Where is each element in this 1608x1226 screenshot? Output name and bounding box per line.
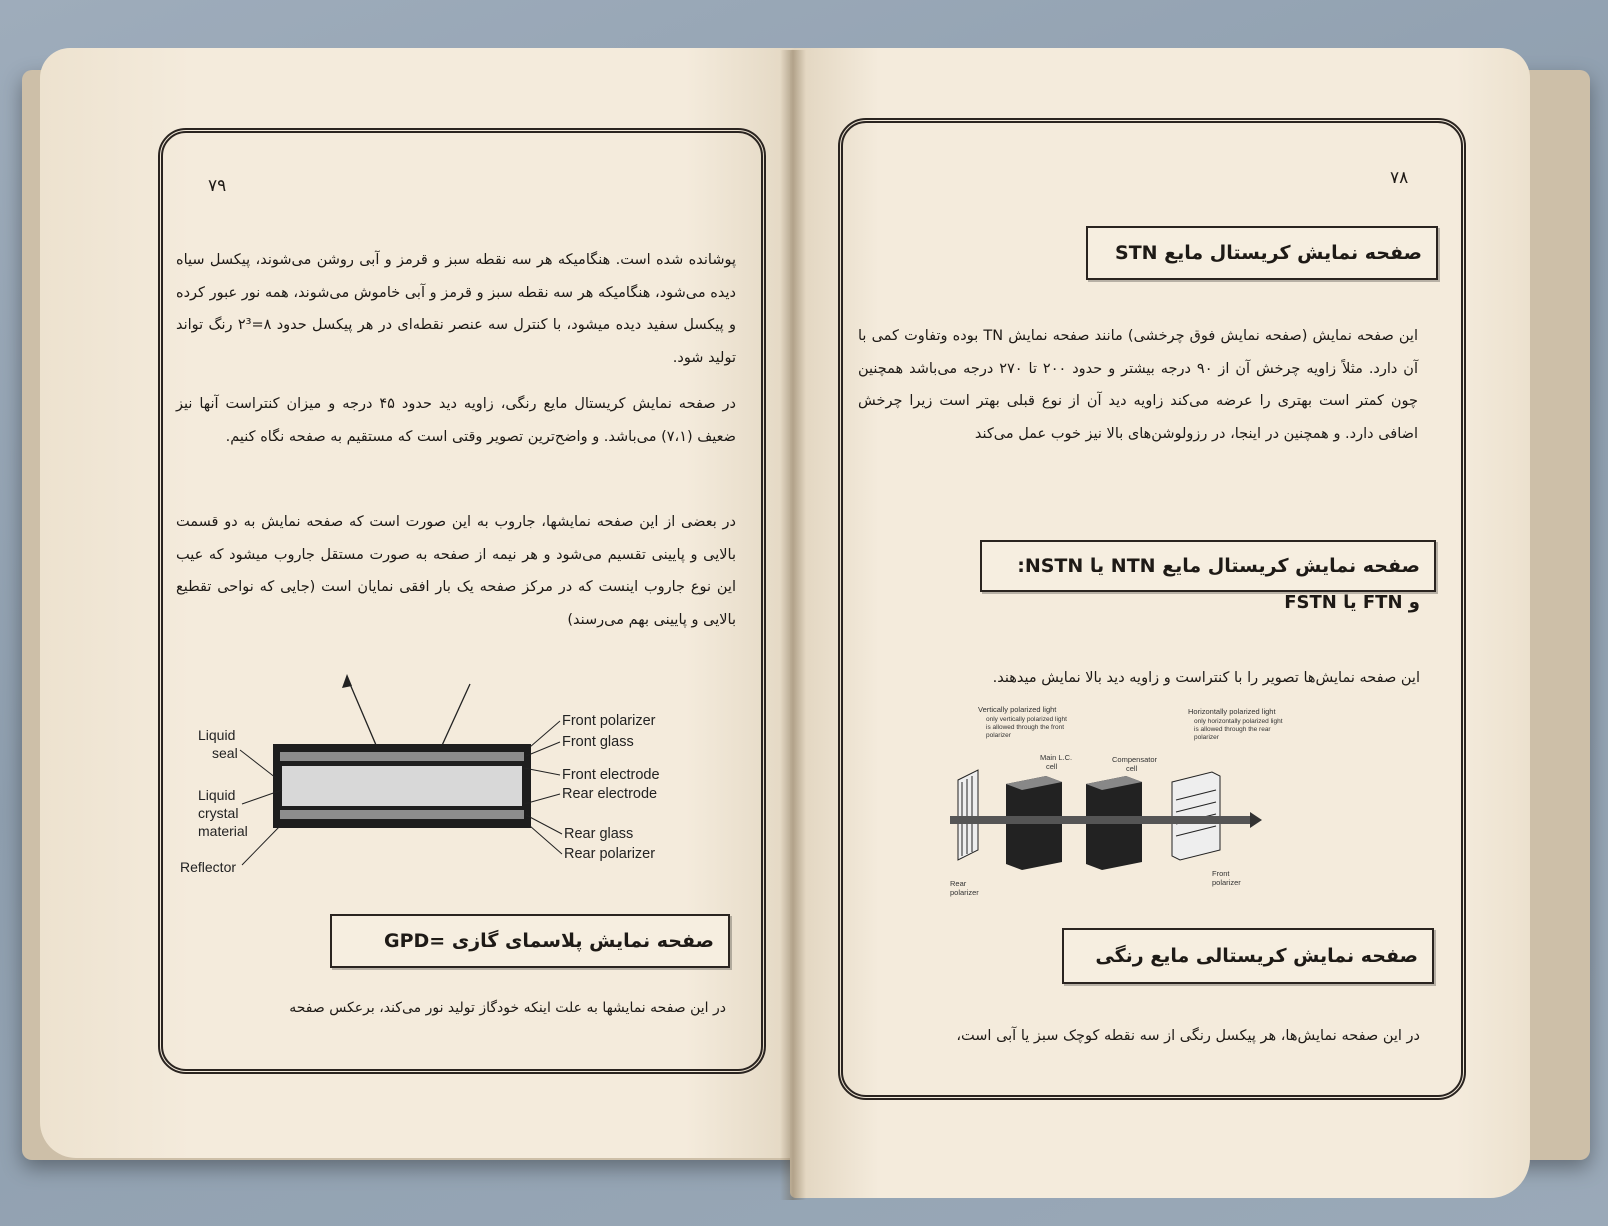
ntn-heading: صفحه نمایش کریستال مایع NTN یا NSTN:	[1017, 555, 1420, 577]
liquid-crystal-layer	[282, 766, 522, 806]
horizontal-note-3: is allowed through the rear	[1194, 726, 1271, 733]
lcd-layers-diagram	[170, 650, 710, 900]
ntn-heading-line2: و FTN یا FSTN	[1284, 592, 1420, 613]
svg-text:is allowed through the front	[986, 724, 1064, 731]
liquid-crystal-label-1: Liquid	[198, 787, 236, 803]
light-arrow-icon	[342, 674, 352, 688]
svg-text:Front	[1212, 869, 1230, 878]
svg-text:seal	[212, 745, 238, 761]
liquid-crystal-label-2: crystal	[198, 805, 239, 821]
svg-text:Front glass	[562, 734, 634, 750]
front-polarizer-label-1: Front	[1212, 869, 1230, 878]
svg-text:Horizontally polarized light	[1188, 707, 1276, 716]
vertical-note-1: Vertically polarized light	[978, 705, 1057, 714]
vertical-note-4: polarizer	[986, 732, 1011, 739]
svg-text:Rear glass	[564, 826, 633, 842]
left-paragraph-3: در بعضی از این صفحه نمایشها، جاروب به این صورت است که صفحه نمایش به دو قسمت بالایی و پایینی تقسیم می‌شود و هر نیمه از صفحه به صورت مستقل جاروب میشود که عیب این نوع جاروب اینست که در مرکز صفحه یک بار افقی نمایان است (جایی که نواحی تقطیع بالایی و پایینی بهم می‌رسند)	[176, 514, 736, 628]
front-polarizer-label: Front polarizer	[562, 713, 656, 729]
front-glass-layer	[280, 752, 524, 761]
reflector-label: Reflector	[180, 859, 237, 875]
stn-heading-box	[1086, 226, 1438, 280]
front-polarizer-label-2: polarizer	[1212, 878, 1241, 887]
svg-text:Front electrode	[562, 767, 660, 783]
front-glass-label: Front glass	[562, 734, 634, 750]
svg-text:polarizer	[1212, 878, 1241, 887]
svg-text:Rear polarizer	[564, 846, 655, 862]
book-spine-gutter	[780, 50, 806, 1200]
svg-text:Liquid	[198, 727, 235, 743]
svg-text:polarizer	[950, 888, 979, 897]
horizontal-note-2: only horizontally polarized light	[1194, 718, 1283, 725]
main-cell-label-2: cell	[1046, 762, 1058, 771]
svg-text:only horizontally polarized li	[1194, 718, 1283, 725]
main-cell-label-1: Main L.C.	[1040, 753, 1073, 762]
svg-text:polarizer	[986, 732, 1012, 739]
leader-line	[530, 826, 562, 854]
compensator-label-2: cell	[1126, 764, 1138, 773]
horizontal-note-4: polarizer	[1194, 734, 1219, 741]
gpd-heading-box	[330, 914, 730, 968]
liquid-crystal-label-3: material	[198, 823, 248, 839]
svg-text:Main L.C.	[1040, 753, 1072, 762]
svg-text:material	[198, 823, 248, 839]
rear-glass-label: Rear glass	[564, 826, 634, 842]
color-lcd-heading-box	[1062, 928, 1434, 984]
color-lcd-heading: صفحه نمایش کریستالی مایع رنگی	[1095, 945, 1418, 967]
ntn-heading-box	[980, 540, 1436, 592]
liquid-seal-label-1: Liquid	[198, 727, 236, 743]
svg-text:Vertically polarized light	[978, 705, 1057, 714]
light-beam	[950, 816, 1250, 824]
horizontal-note-1: Horizontally polarized light	[1188, 707, 1276, 716]
svg-text:Liquid	[198, 787, 235, 803]
left-paragraph-2: در صفحه نمایش کریستال مایع رنگی، زاویه دید حدود ۴۵ درجه و میزان کنتراست آنها نیز ضعیف (۷،۱) می‌باشد. و واضح‌ترین تصویر وقتی است که مستقیم به صفحه نگاه کنیم.	[176, 396, 736, 445]
rear-polarizer-label-2: polarizer	[950, 888, 979, 897]
stn-heading: صفحه نمایش کریستال مایع STN	[1115, 242, 1422, 264]
gpd-heading: صفحه نمایش پلاسمای گازی =GPD	[384, 930, 714, 952]
svg-text:crystal	[198, 805, 238, 821]
compensated-lcd-diagram	[950, 700, 1310, 900]
stn-paragraph: این صفحه نمایش (صفحه نمایش فوق چرخشی) مانند صفحه نمایش TN بوده وتفاوت کمی با آن دارد. مثلاً زاویه چرخش آن از ۹۰ درجه بیشتر و حدود ۲۰۰ تا ۲۷۰ درجه می‌باشد همچنین چون کمتر است بهتری را عرضه می‌کند زاویه دید آن از نوع قبلی بهتر است زیرا چرخش اضافی دارد. و همچنین در اینجا، در رزولوشن‌های بالا نیز خوب عمل می‌کند	[858, 328, 1418, 442]
rear-glass-layer	[280, 810, 524, 819]
svg-text:Front polarizer	[562, 713, 656, 729]
left-bottom-paragraph: در این صفحه نمایشها به علت اینکه خودگاز تولید نور می‌کند، برعکس صفحه	[289, 1000, 726, 1016]
leader-line	[526, 742, 560, 756]
rear-electrode-label: Rear electrode	[562, 786, 658, 802]
left-page-number: ۷۹	[208, 176, 227, 196]
svg-text:Rear	[950, 879, 967, 888]
liquid-seal-label-2: seal	[212, 745, 238, 761]
rear-polarizer-plate	[958, 770, 978, 860]
rear-polarizer-label-1: Rear	[950, 879, 967, 888]
svg-text:cell	[1126, 764, 1138, 773]
left-paragraph-1: پوشانده شده است. هنگامیکه هر سه نقطه سبز و قرمز و آبی روشن می‌شوند، پیکسل سیاه دیده می‌شود، هنگامیکه هر سه نقطه سبز و قرمز و آبی خاموش می‌شوند، همه نور عبور کرده و پیکسل سفید دیده میشود، با کنترل سه عنصر نقطه‌ای در هر پیکسل حدود ۸=۲³ رنگ تواند تولید شود.	[176, 252, 736, 366]
svg-text:is allowed through the rear	[1194, 726, 1271, 733]
svg-text:cell	[1046, 762, 1058, 771]
rear-polarizer-label: Rear polarizer	[564, 846, 656, 862]
beam-arrow-icon	[1250, 812, 1262, 828]
svg-text:only vertically polarized ligh	[986, 716, 1067, 723]
compensator-label-1: Compensator	[1112, 755, 1158, 764]
right-bottom-paragraph: در این صفحه نمایش‌ها، هر پیکسل رنگی از سه نقطه کوچک سبز یا آبی است،	[956, 1028, 1420, 1044]
vertical-note-3: is allowed through the front	[986, 724, 1065, 731]
ntn-paragraph: این صفحه نمایش‌ها تصویر را با کنتراست و زاویه دید بالا نمایش میدهند.	[992, 670, 1420, 686]
leader-line	[530, 721, 560, 747]
front-electrode-label: Front electrode	[562, 767, 660, 783]
svg-text:Compensator	[1112, 755, 1158, 764]
svg-text:polarizer	[1194, 734, 1220, 741]
vertical-note-2: only vertically polarized light	[986, 716, 1067, 723]
svg-text:Rear electrode	[562, 786, 657, 802]
svg-text:Reflector	[180, 859, 236, 875]
right-page-number: ۷۸	[1390, 168, 1409, 188]
leader-line	[526, 815, 562, 834]
leader-line	[240, 750, 276, 778]
